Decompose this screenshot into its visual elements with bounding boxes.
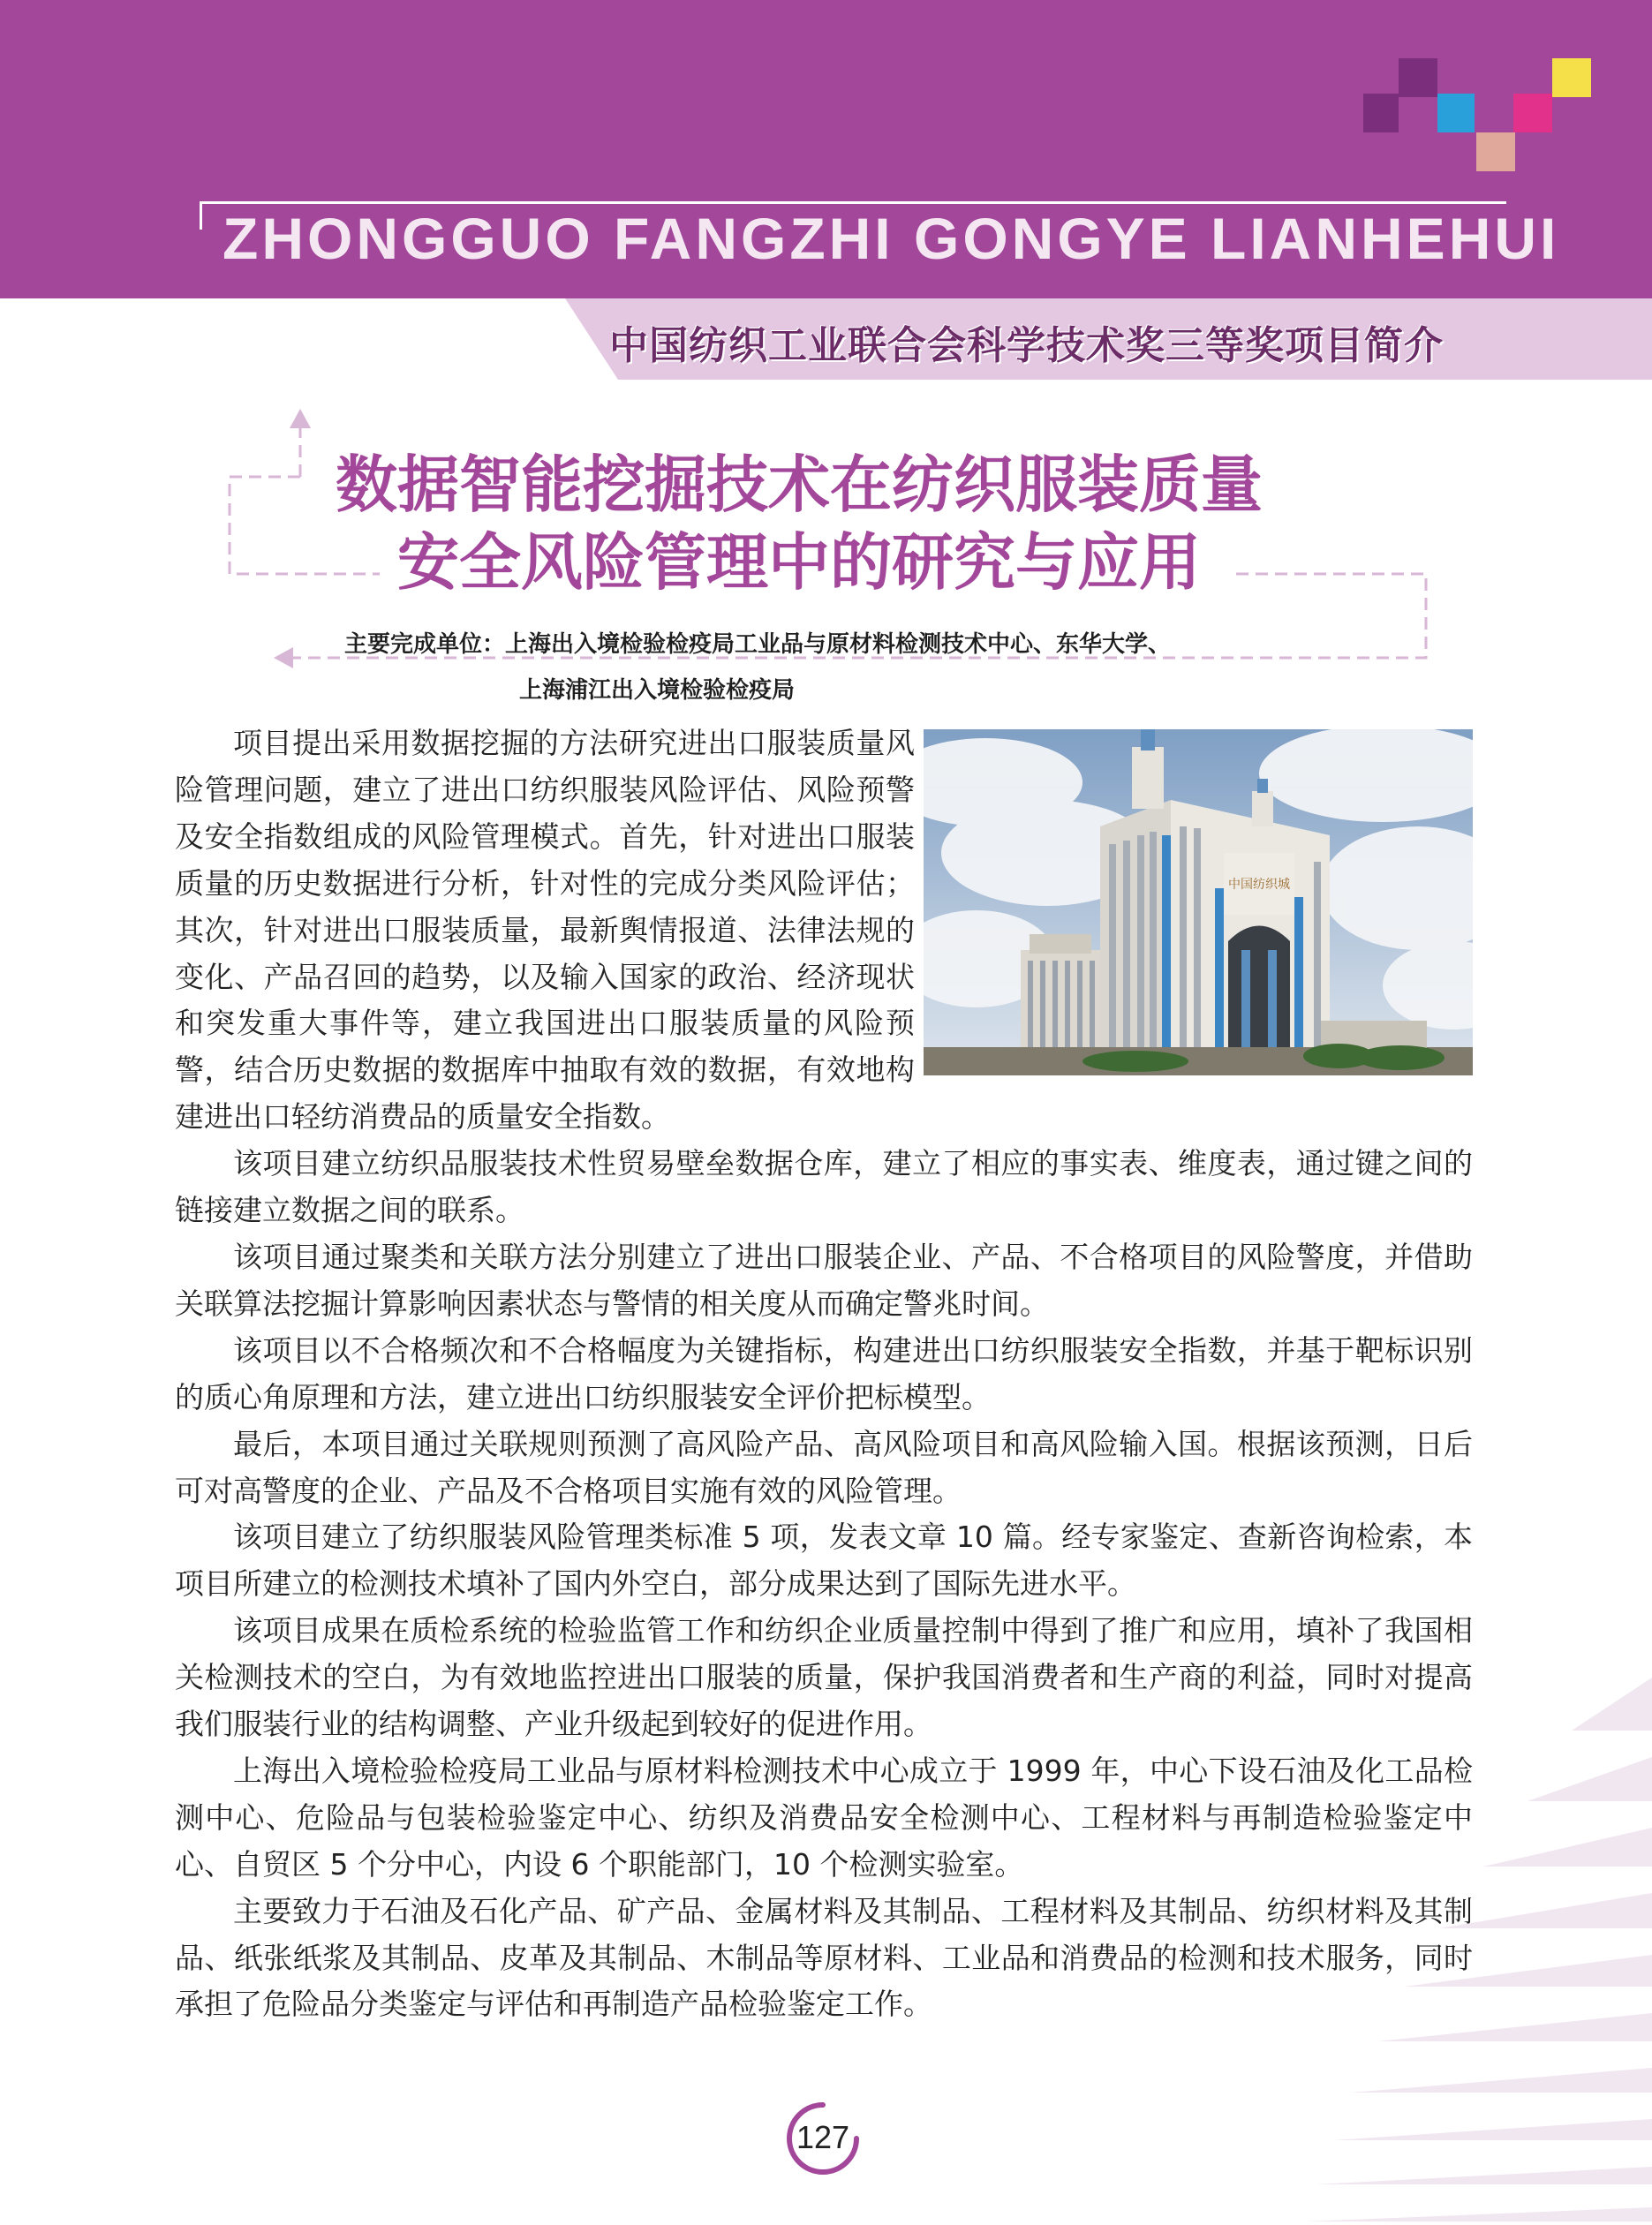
paragraph: 该项目以不合格频次和不合格幅度为关键指标，构建进出口纺织服装安全指数，并基于靶标识别的质心角原理和方法，建立进出口纺织服装安全评价把标模型。 [175,1332,1473,1414]
section-title: 中国纺织工业联合会科学技术奖三等奖项目简介 [609,323,1444,368]
paragraph: 该项目通过聚类和关联方法分别建立了进出口服装企业、产品、不合格项目的风险警度，并借助关联算法挖掘计算影响因素状态与警情的相关度从而确定警兆时间。 [175,1239,1473,1321]
paragraph: 该项目建立纺织品服装技术性贸易壁垒数据仓库，建立了相应的事实表、维度表，通过键之间的链接建立数据之间的联系。 [175,1146,1473,1228]
units-line1: 主要完成单位：上海出入境检验检疫局工业品与原材料检测技术中心、东华大学、 [344,631,1172,658]
paragraph: 最后，本项目通过关联规则预测了高风险产品、高风险项目和高风险输入国。根据该预测，日后可对高警度的企业、产品及不合格项目实施有效的风险管理。 [175,1426,1473,1508]
paragraph: 主要致力于石油及石化产品、矿产品、金属材料及其制品、工程材料及其制品、纺织材料及其制品、纸张纸浆及其制品、皮革及其制品、木制品等原材料、工业品和消费品的检测和技术服务，同时承担了危险品分类鉴定与评估和再制造产品检验鉴定工作。 [175,1893,1473,2022]
photo-sign-text: 中国纺织城 [1228,878,1290,892]
article-title [291,446,1307,601]
page-number-text: 127 [796,2119,850,2155]
page-number [786,2101,860,2176]
paragraph: 该项目成果在质检系统的检验监管工作和纺织企业质量控制中得到了推广和应用，填补了我国相关检测技术的空白，为有效地监控进出口服装的质量，保护我国消费者和生产商的利益，同时对提高我们服装行业的结构调整、产业升级起到较好的促进作用。 [175,1613,1473,1742]
decorative-stripes [1307,1678,1652,2225]
left-arrow-icon [274,647,293,668]
units-line2: 上海浦江出入境检验检疫局 [519,677,796,704]
paragraph: 上海出入境检验检疫局工业品与原材料检测技术中心成立于 1999 年，中心下设石油及化工品检测中心、危险品与包装检验鉴定中心、纺织及消费品安全检测中心、工程材料与再制造检验鉴定中心、自贸区 5 个分中心，内设 6 个职能部门，10 个检测实验室。 [175,1753,1473,1882]
completion-units [344,622,1369,713]
paragraph: 项目提出采用数据挖掘的方法研究进出口服装质量风险管理问题，建立了进出口纺织服装风险评估、风险预警及安全指数组成的风险管理模式。首先，针对进出口服装质量的历史数据进行分析，针对性的完成分类风险评估；其次，针对进出口服装质量，最新舆情报道、法律法规的变化、产品召回的趋势，以及输入国家的政治、经济现状和突发重大事件等，建立我国进出口服装质量的风险预警，结合历史数据的数据库中抽取有效的数据，有效地构建进出口轻纺消费品的质量安全指数。 [175,726,915,1135]
paragraph: 该项目建立了纺织服装风险管理类标准 5 项，发表文章 10 篇。经专家鉴定、查新咨询检索，本项目所建立的检测技术填补了国内外空白，部分成果达到了国际先进水平。 [175,1520,1473,1602]
building-photo [924,729,1473,1075]
header-latin-title: ZHONGGUO FANGZHI GONGYE LIANHEHUI [223,206,1560,271]
header-rule-step [200,201,202,230]
article-title-line1: 数据智能挖掘技术在纺织服装质量 [336,449,1263,521]
article-title-line2: 安全风险管理中的研究与应用 [397,526,1201,599]
header-rule [200,201,1506,204]
up-arrow-icon [290,409,311,428]
